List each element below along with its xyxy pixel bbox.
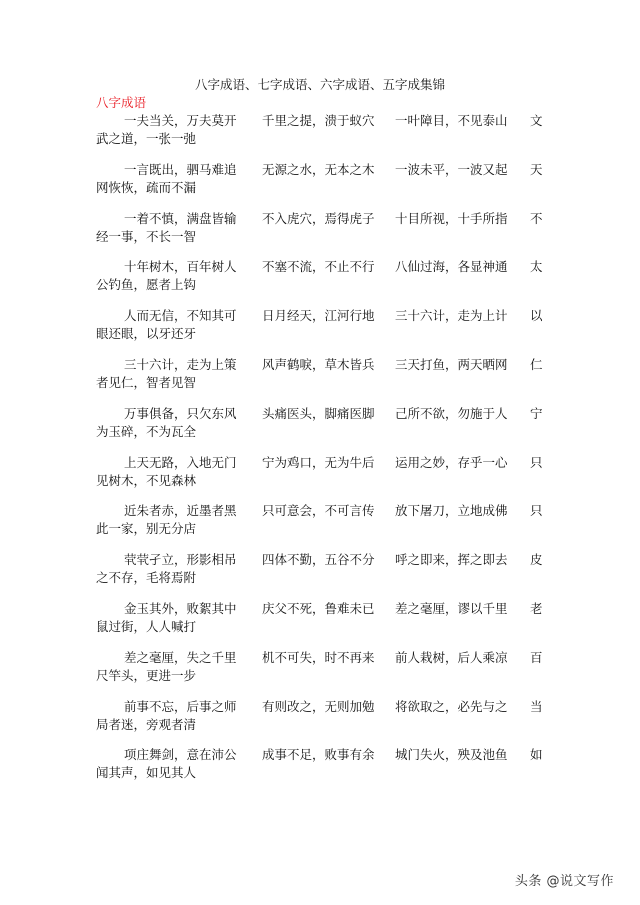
idiom-text: 运用之妙，存乎一心 — [395, 454, 508, 470]
idiom-entry — [0, 600, 640, 636]
idiom-text: 尺竿头，更进一步 — [96, 667, 197, 683]
idiom-text: 差之毫厘，谬以千里 — [395, 601, 508, 616]
idiom-text: 万事俱备，只欠东风 — [124, 405, 237, 421]
idiom-text: 茕茕孑立，形影相吊 — [124, 552, 237, 568]
idiom-text: 不入虎穴，焉得虎子 — [262, 210, 375, 226]
idiom-text: 当 — [530, 698, 543, 714]
idiom-text: 前人栽树，后人乘凉 — [395, 649, 508, 665]
idiom-text: 成事不足，败事有余 — [262, 747, 375, 763]
idiom-entry — [0, 405, 640, 441]
idiom-text: 千里之提，溃于蚁穴 — [262, 113, 375, 128]
idiom-text: 者见仁，智者见智 — [96, 375, 197, 390]
idiom-entry — [0, 307, 640, 343]
idiom-entry — [0, 551, 640, 587]
idiom-text: 金玉其外，败絮其中 — [124, 601, 237, 616]
idiom-text: 无源之水，无本之木 — [262, 161, 375, 177]
idiom-text: 三十六计，走为上策 — [124, 357, 237, 372]
idiom-text: 经一事，不长一智 — [96, 228, 197, 244]
section-heading: 八字成语 — [96, 95, 147, 110]
idiom-text: 网恢恢，疏而不漏 — [96, 179, 197, 195]
idiom-text: 机不可失，时不再来 — [262, 649, 375, 665]
idiom-text: 只 — [530, 454, 543, 470]
idiom-text: 局者迷，旁观者清 — [96, 716, 197, 732]
idiom-text: 风声鹤唳，草木皆兵 — [262, 357, 375, 372]
idiom-text: 项庄舞剑，意在沛公 — [124, 747, 237, 763]
idiom-text: 将欲取之，必先与之 — [395, 698, 508, 714]
idiom-text: 如 — [530, 747, 543, 763]
idiom-text: 一言既出，驷马难追 — [124, 161, 237, 177]
idiom-text: 武之道，一张一弛 — [96, 131, 197, 146]
idiom-text: 皮 — [530, 552, 543, 568]
idiom-text: 有则改之，无则加勉 — [262, 698, 375, 714]
idiom-text: 仁 — [530, 357, 543, 372]
idiom-text: 头痛医头，脚痛医脚 — [262, 405, 375, 421]
idiom-text: 人而无信，不知其可 — [124, 308, 237, 324]
idiom-text: 公钓鱼，愿者上钩 — [96, 277, 197, 293]
idiom-entry — [0, 161, 640, 197]
idiom-text: 不 — [530, 210, 543, 226]
idiom-text: 此一家，别无分店 — [96, 521, 197, 537]
idiom-text: 庆父不死，鲁难未已 — [262, 601, 375, 616]
idiom-text: 己所不欲，勿施于人 — [395, 405, 508, 421]
idiom-text: 日月经天，江河行地 — [262, 308, 375, 324]
idiom-text: 三天打鱼，两天晒网 — [395, 357, 508, 372]
idiom-text: 宁为鸡口，无为牛后 — [262, 454, 375, 470]
idiom-text: 宁 — [530, 405, 543, 421]
idiom-text: 只可意会，不可言传 — [262, 503, 375, 519]
idiom-text: 鼠过街，人人喊打 — [96, 619, 197, 634]
idiom-text: 太 — [530, 259, 543, 275]
idiom-text: 一夫当关，万夫莫开 — [124, 113, 237, 128]
idiom-text: 眼还眼，以牙还牙 — [96, 326, 197, 342]
idiom-text: 八仙过海，各显神通 — [395, 259, 508, 275]
idiom-text: 十年树木，百年树人 — [124, 259, 237, 275]
watermark: 头条 @说文写作 — [514, 874, 614, 889]
idiom-text: 近朱者赤，近墨者黑 — [124, 503, 237, 519]
idiom-text: 一叶障目，不见泰山 — [395, 113, 508, 128]
idiom-entry — [0, 502, 640, 538]
idiom-text: 文 — [530, 113, 543, 128]
idiom-text: 为玉碎，不为瓦全 — [96, 423, 197, 439]
idiom-entry — [0, 698, 640, 734]
idiom-entry — [0, 258, 640, 294]
document-title: 八字成语、七字成语、六字成语、五字成集锦 — [194, 77, 445, 92]
idiom-entry — [0, 454, 640, 490]
idiom-text: 十目所视，十手所指 — [395, 210, 508, 226]
idiom-text: 不塞不流，不止不行 — [262, 259, 375, 275]
idiom-text: 差之毫厘，失之千里 — [124, 649, 237, 665]
idiom-text: 以 — [530, 308, 543, 324]
idiom-entry — [0, 112, 640, 148]
idiom-text: 前事不忘，后事之师 — [124, 698, 237, 714]
idiom-entry — [0, 746, 640, 782]
idiom-entry — [0, 356, 640, 392]
idiom-text: 一着不慎，满盘皆输 — [124, 210, 237, 226]
idiom-text: 只 — [530, 503, 543, 519]
idiom-text: 上天无路，入地无门 — [124, 454, 237, 470]
idiom-text: 老 — [530, 601, 543, 616]
idiom-text: 四体不勤，五谷不分 — [262, 552, 375, 568]
idiom-text: 城门失火，殃及池鱼 — [395, 747, 508, 763]
idiom-text: 三十六计，走为上计 — [395, 308, 508, 324]
idiom-entry — [0, 649, 640, 685]
idiom-entry — [0, 210, 640, 246]
idiom-text: 天 — [530, 161, 543, 177]
idiom-text: 闻其声，如见其人 — [96, 765, 197, 781]
idiom-text: 之不存，毛将焉附 — [96, 570, 197, 586]
idiom-text: 一波未平，一波又起 — [395, 161, 508, 177]
idiom-text: 呼之即来，挥之即去 — [395, 552, 508, 568]
idiom-text: 放下屠刀，立地成佛 — [395, 503, 508, 519]
idiom-text: 见树木，不见森林 — [96, 472, 197, 488]
idiom-text: 百 — [530, 649, 543, 665]
